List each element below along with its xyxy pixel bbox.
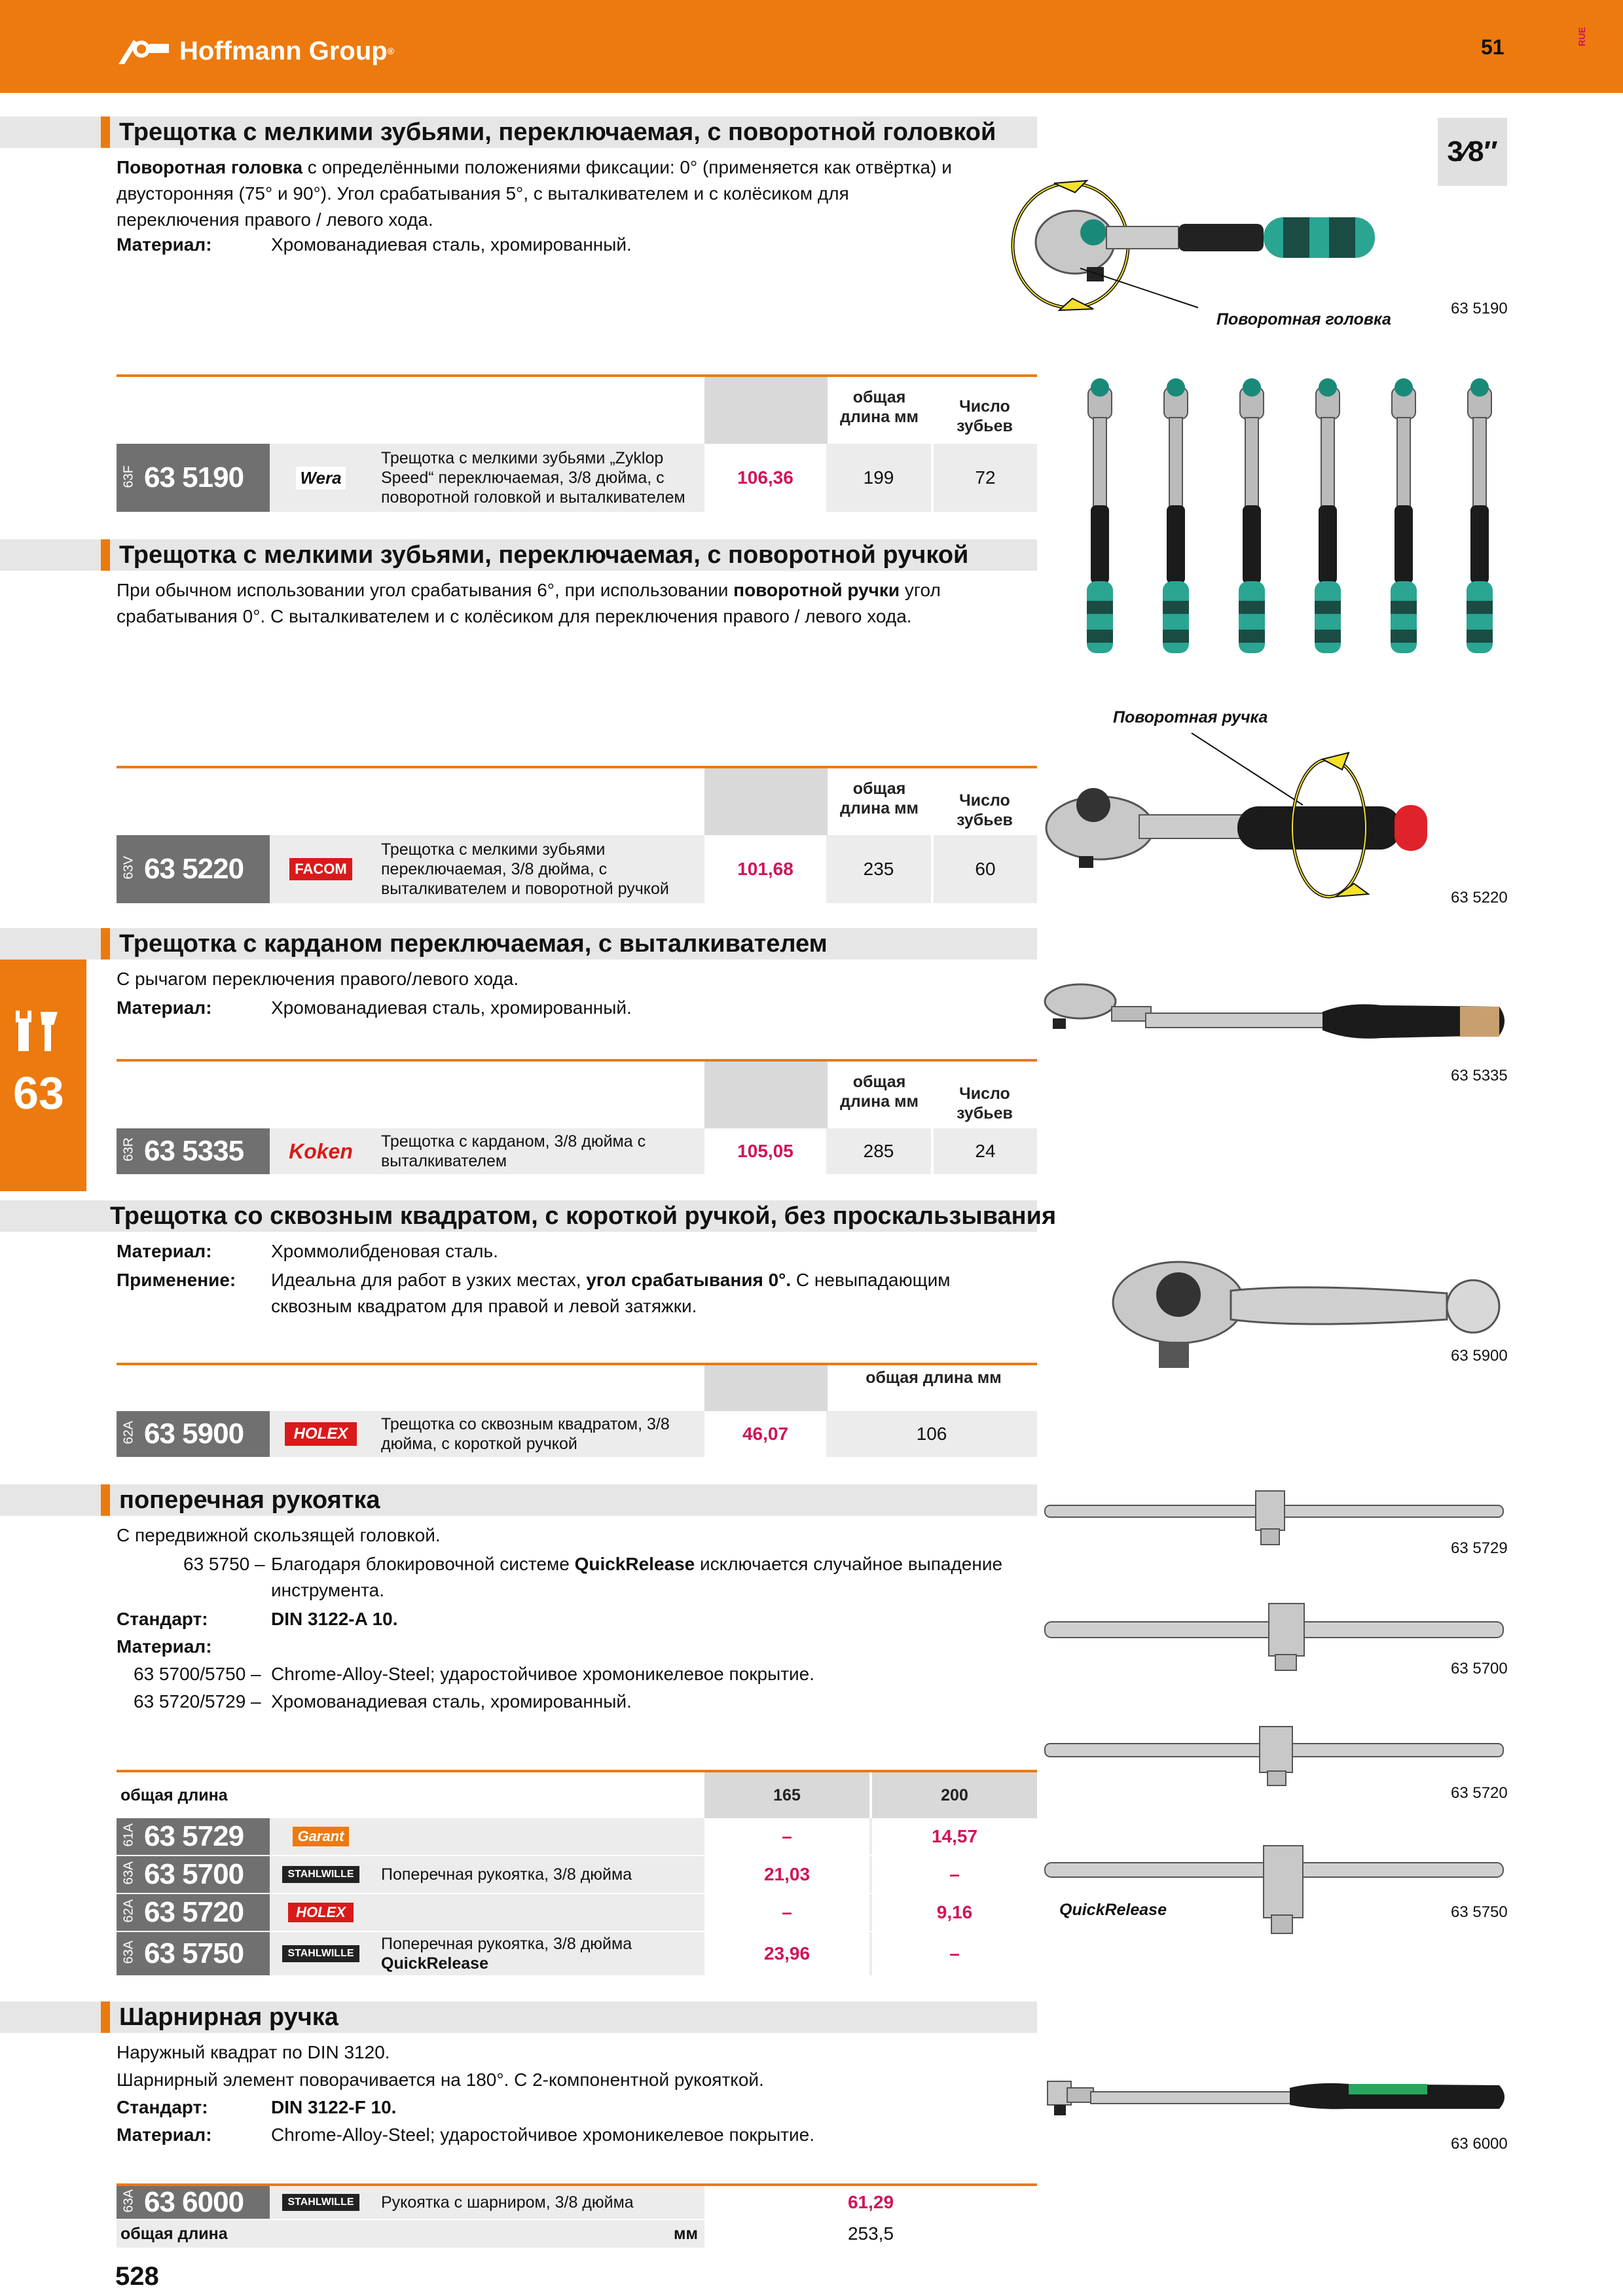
price-header-cell xyxy=(704,768,828,835)
t-handle-635720 xyxy=(1045,1727,1503,1785)
brand-logo-holex: HOLEX xyxy=(288,1903,354,1922)
brand-name: Hoffmann Group xyxy=(179,36,388,65)
t-handle-635729 xyxy=(1045,1491,1503,1545)
page-number: 51 xyxy=(1481,35,1504,59)
item-description: Трещотка с карданом, 3/8 дюйма с выталкивателем xyxy=(381,1132,646,1170)
standard-value: DIN 3122-F 10. xyxy=(271,2097,397,2117)
price-165: – xyxy=(704,1818,869,1855)
note-code: 63 5750 – xyxy=(183,1554,265,1574)
price-200: – xyxy=(872,1856,1037,1893)
price-200: 14,57 xyxy=(872,1818,1037,1855)
teeth-header: Число зубьев xyxy=(957,791,1013,829)
material-1-value: Chrome-Alloy-Steel; ударостойчивое хромоникелевое покрытие. xyxy=(271,1664,815,1684)
hoffmann-figure-icon xyxy=(115,35,174,67)
material-value: Хромованадиевая сталь, хромированный. xyxy=(271,997,632,1018)
application-label: Применение: xyxy=(117,1270,236,1290)
ratchet-swivel-handle-image xyxy=(1041,726,1512,910)
price-200: 9,16 xyxy=(872,1894,1037,1931)
section-title-swivel-handle: Трещотка с мелкими зубьями, переключаемая, с поворотной ручкой xyxy=(0,539,1037,571)
item-code[interactable]: 63 6000 xyxy=(144,2186,244,2218)
standard-label: Стандарт: xyxy=(117,2097,208,2117)
item-description: Трещотка с мелкими зубьями переключаемая, 3/8 дюйма, с выталкивателем и поворотной ручкой xyxy=(381,840,669,898)
item-teeth: 60 xyxy=(975,859,996,879)
hinge-handle-image xyxy=(1041,2062,1512,2140)
table-row[interactable] xyxy=(117,1894,1037,1931)
length-unit: мм xyxy=(674,2224,698,2243)
price-165: – xyxy=(704,1894,869,1931)
footer-page-number: 528 xyxy=(115,2262,159,2291)
material-2-value: Хромованадиевая сталь, хромированный. xyxy=(271,1691,632,1712)
table-rule xyxy=(117,1059,1037,1062)
section-title-hinge-handle: Шарнирная ручка xyxy=(0,2001,1037,2033)
item-code[interactable]: 63 5729 xyxy=(144,1820,244,1852)
item-price: 105,05 xyxy=(704,1128,826,1174)
material-2-code: 63 5720/5729 – xyxy=(134,1691,261,1712)
item-teeth: 72 xyxy=(975,467,996,488)
section-6-line-1: Наружный квадрат по DIN 3120. xyxy=(117,2042,390,2062)
item-length: 106 xyxy=(916,1424,947,1444)
length-header: общая длина мм xyxy=(839,388,919,426)
item-description: Поперечная рукоятка, 3/8 дюйма xyxy=(381,1865,632,1884)
side-code: 62A xyxy=(121,1420,136,1444)
image-code-636000: 63 6000 xyxy=(1451,2135,1508,2153)
side-code: 63A xyxy=(121,2189,136,2212)
section-1-description: Поворотная головка с определёнными положениями фиксации: 0° (применяется как отвёртка) и двусторонняя (75° и 90°). Угол срабатывания 5°, с выталкивателем и с колёсиком для переключения правого / левого хода. xyxy=(117,157,952,230)
section-2-description: При обычном использовании угол срабатывания 6°, при использовании поворотной ручки угол срабатывания 0°. С выталкивателем и с колёсиком для переключения правого / левого хода. xyxy=(117,580,941,626)
teeth-header: Число зубьев xyxy=(957,397,1013,435)
price-header-cell xyxy=(704,1062,828,1128)
side-code: 63A xyxy=(121,1940,136,1964)
section-6-line-2: Шарнирный элемент поворачивается на 180°. С 2-компонентной рукояткой. xyxy=(117,2070,764,2090)
brand-logo-koken: Koken xyxy=(289,1139,353,1163)
item-price: 101,68 xyxy=(704,835,826,903)
t-handle-635750 xyxy=(1045,1846,1503,1933)
section-title-through-square: Трещотка со сквозным квадратом, с короткой ручкой, без проскальзывания xyxy=(0,1200,1037,1232)
material-value: Хроммолибденовая сталь. xyxy=(271,1241,498,1261)
section-title-t-handle: поперечная рукоятка xyxy=(0,1484,1037,1516)
standard-label: Стандарт: xyxy=(117,1609,208,1629)
section-3-description: С рычагом переключения правого/левого хода. xyxy=(117,969,519,989)
material-label: Материал: xyxy=(117,234,212,255)
chapter-number: 63 xyxy=(13,1067,64,1119)
callout-swivel-handle: Поворотная ручка xyxy=(1113,708,1268,726)
length-label: общая длина xyxy=(120,2224,228,2243)
material-label: Материал: xyxy=(117,1636,212,1657)
side-code: 63R xyxy=(121,1137,136,1161)
price-165: 23,96 xyxy=(704,1932,869,1975)
item-price: 46,07 xyxy=(704,1411,826,1457)
brand-logo-wera: Wera xyxy=(296,467,345,490)
material-1-code: 63 5700/5750 – xyxy=(134,1664,261,1684)
image-code-635335: 63 5335 xyxy=(1451,1067,1508,1085)
table-row[interactable] xyxy=(117,1818,1037,1855)
material-value: Chrome-Alloy-Steel; ударостойчивое хромоникелевое покрытие. xyxy=(271,2125,815,2145)
ratchet-through-square-image xyxy=(1106,1257,1512,1388)
item-description: Рукоятка с шарниром, 3/8 дюйма xyxy=(381,2193,634,2212)
side-code: 62A xyxy=(121,1899,136,1922)
table-row[interactable] xyxy=(117,444,1037,512)
price-200: – xyxy=(872,1932,1037,1975)
table-rule xyxy=(117,1363,1037,1365)
side-code: RUE xyxy=(1576,27,1587,46)
image-code-635700: 63 5700 xyxy=(1451,1660,1508,1677)
quickrelease-label: QuickRelease xyxy=(1059,1901,1167,1919)
material-value: Хромованадиевая сталь, хромированный. xyxy=(271,234,632,255)
item-code[interactable]: 63 5190 xyxy=(144,461,244,493)
callout-line xyxy=(1074,262,1205,314)
side-code: 63F xyxy=(121,465,136,488)
section-5-description: С передвижной скользящей головкой. xyxy=(117,1525,441,1545)
image-code-635750: 63 5750 xyxy=(1451,1903,1508,1921)
item-length: 235 xyxy=(863,859,894,879)
image-code-635220: 63 5220 xyxy=(1451,889,1508,906)
table-rule xyxy=(117,766,1037,768)
table-row[interactable] xyxy=(117,1856,1037,1893)
col-165-header: 165 xyxy=(704,1772,869,1818)
price-165: 21,03 xyxy=(704,1856,869,1893)
brand-logo-stahlwille: STAHLWILLE xyxy=(282,1945,359,1962)
side-code: 63A xyxy=(121,1861,136,1884)
length-row xyxy=(117,2220,1037,2248)
item-code[interactable]: 63 5750 xyxy=(144,1937,244,1969)
table-row[interactable] xyxy=(117,1411,1037,1457)
table-row[interactable] xyxy=(117,1128,1037,1174)
material-label: Материал: xyxy=(117,997,212,1018)
length-header: общая длина мм xyxy=(839,780,919,817)
t-handle-635700 xyxy=(1045,1604,1503,1670)
item-teeth: 24 xyxy=(975,1141,996,1161)
item-code[interactable]: 63 5720 xyxy=(144,1896,244,1928)
side-code: 61A xyxy=(121,1823,136,1846)
length-header: общая длина мм xyxy=(839,1073,919,1111)
standard-value: DIN 3122-A 10. xyxy=(271,1609,398,1629)
table-rule xyxy=(117,374,1037,377)
item-code[interactable]: 63 5900 xyxy=(144,1418,244,1450)
teeth-header: Число зубьев xyxy=(957,1085,1013,1122)
hoffmann-logo: Hoffmann Group ® xyxy=(115,31,394,71)
item-code[interactable]: 63 5700 xyxy=(144,1858,244,1890)
tools-icon xyxy=(14,1005,67,1058)
item-code[interactable]: 63 5220 xyxy=(144,853,244,885)
image-code-635720: 63 5720 xyxy=(1451,1784,1508,1802)
item-description: Трещотка со сквозным квадратом, 3/8 дюйма, с короткой ручкой xyxy=(381,1415,670,1453)
image-code-635900: 63 5900 xyxy=(1451,1347,1508,1365)
item-price: 106,36 xyxy=(704,444,826,512)
material-label: Материал: xyxy=(117,1241,212,1261)
material-label: Материал: xyxy=(117,2125,212,2145)
item-price: 61,29 xyxy=(704,2186,1037,2219)
brand-logo-stahlwille: STAHLWILLE xyxy=(282,1866,359,1883)
t-handle-table xyxy=(117,1818,1037,1975)
image-code-635729: 63 5729 xyxy=(1451,1539,1508,1557)
ratchet-cardan-image xyxy=(1041,975,1512,1067)
price-header-cell xyxy=(704,1365,828,1411)
callout-swivel-head: Поворотная головка xyxy=(1216,310,1391,329)
table-row[interactable] xyxy=(117,2186,1037,2219)
brand-logo-stahlwille: STAHLWILLE xyxy=(282,2194,359,2211)
table-row[interactable] xyxy=(117,835,1037,903)
length-header: общая длина мм xyxy=(866,1369,1002,1387)
price-header-cell xyxy=(704,377,828,444)
brand-logo-facom: FACOM xyxy=(289,858,352,880)
section-title-swivel-head: Трещотка с мелкими зубьями, переключаемая, с поворотной головкой xyxy=(0,117,1037,148)
item-description: Поперечная рукоятка, 3/8 дюйма QuickRelease xyxy=(381,1935,632,1973)
item-length: 285 xyxy=(863,1141,894,1161)
length-label: общая длина xyxy=(120,1785,228,1804)
col-200-header: 200 xyxy=(872,1772,1037,1818)
ratchet-positions-image xyxy=(1074,374,1493,666)
item-length: 199 xyxy=(863,467,894,488)
size-badge: 3⁄8″ xyxy=(1438,118,1507,186)
section-title-cardan: Трещотка с карданом переключаемая, с выталкивателем xyxy=(0,928,1037,960)
brand-logo-holex: HOLEX xyxy=(285,1422,357,1446)
item-code[interactable]: 63 5335 xyxy=(144,1135,244,1167)
note-text: Благодаря блокировочной системе QuickRelease исключается случайное выпадение инструмента. xyxy=(271,1554,1003,1600)
table-row[interactable] xyxy=(117,1932,1037,1975)
chapter-tab[interactable] xyxy=(0,942,86,1191)
application-value: Идеальна для работ в узких местах, угол срабатывания 0°. С невыпадающим сквозным квадратом для правой и левой затяжки. xyxy=(271,1270,951,1316)
brand-logo-garant: Garant xyxy=(293,1827,350,1846)
item-description: Трещотка с мелкими зубьями „Zyklop Speed“ переключаемая, 3/8 дюйма, с поворотной головкой и выталкивателем xyxy=(381,449,685,507)
length-value: 253,5 xyxy=(704,2220,1037,2248)
image-code-635190: 63 5190 xyxy=(1451,300,1508,317)
side-code: 63V xyxy=(121,855,136,879)
